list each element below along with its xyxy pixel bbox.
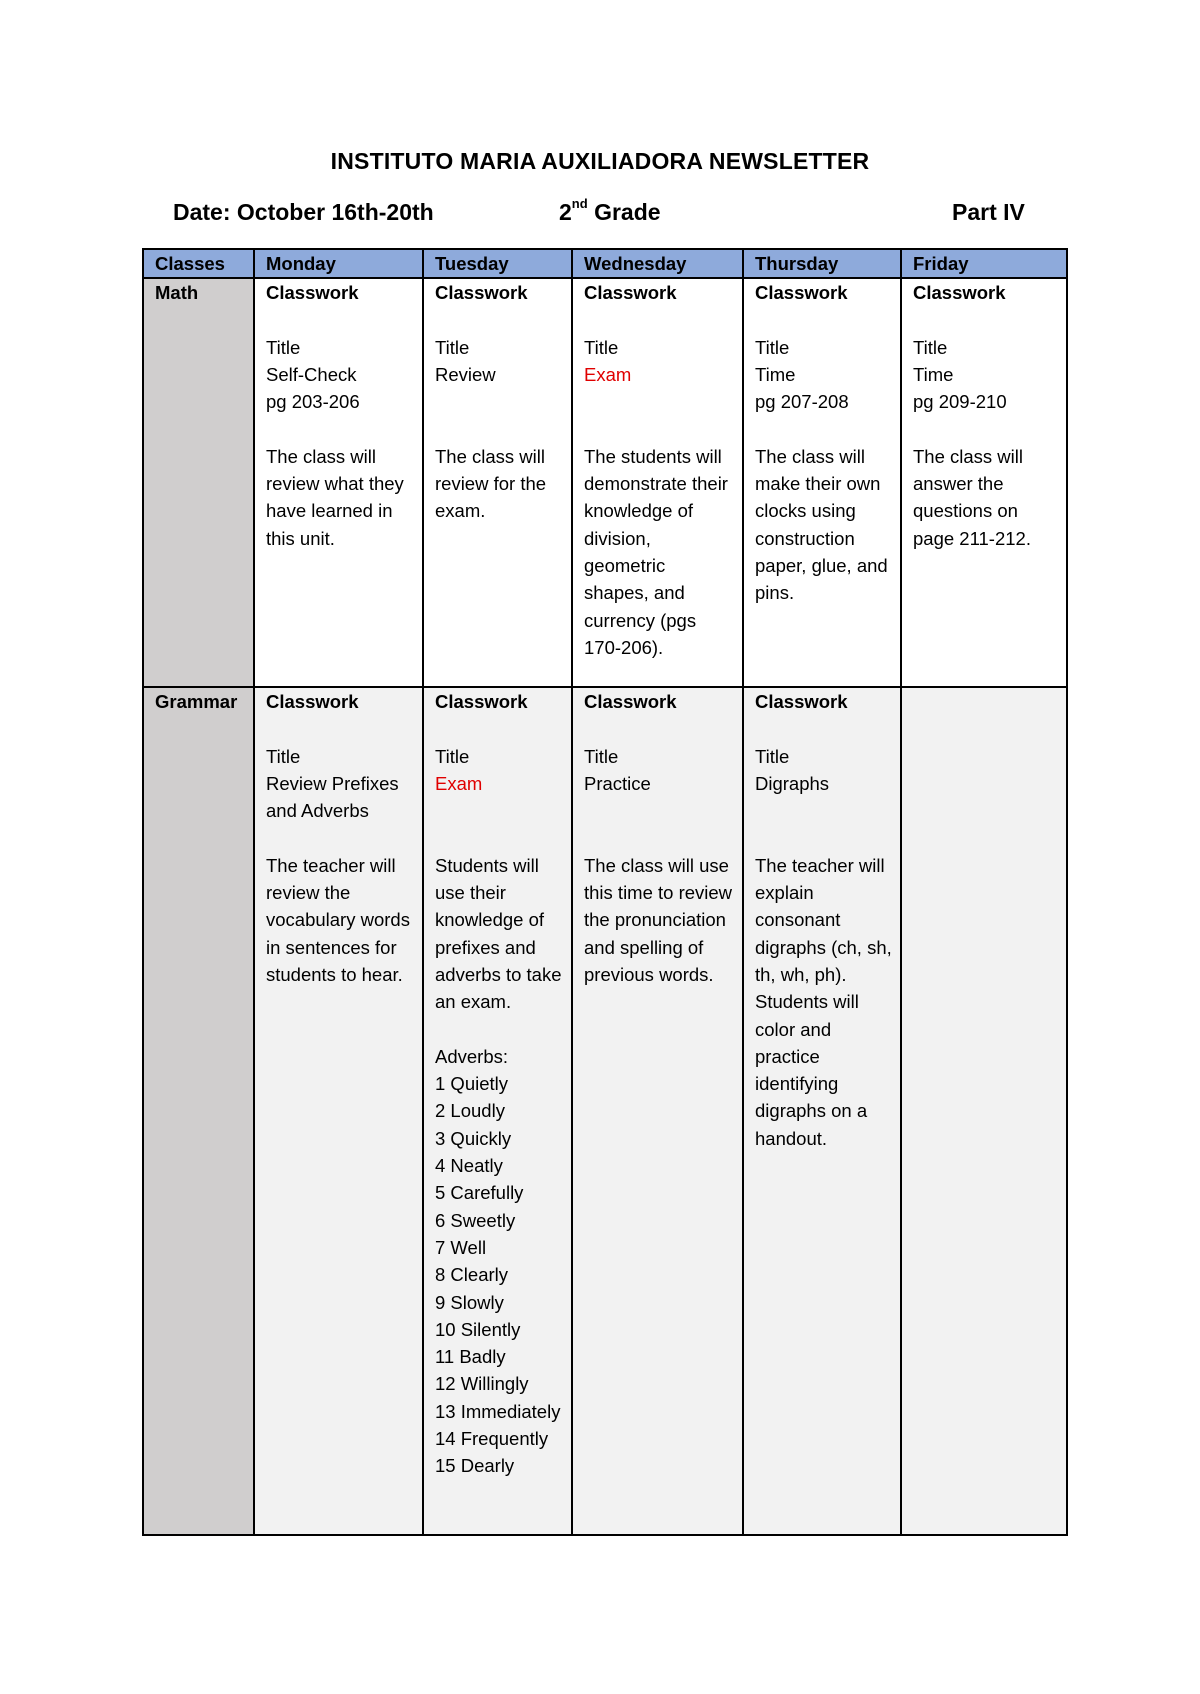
cell-title-label: Title: [584, 336, 619, 358]
adverb-item: 12 Willingly: [435, 1373, 529, 1395]
adverb-item: 2 Loudly: [435, 1100, 505, 1122]
header-classes: Classes: [143, 249, 254, 278]
cell-heading: Classwork: [435, 282, 528, 303]
cell-description: Students will use their knowledge of prefixes and adverbs to take an exam.: [435, 854, 562, 1013]
part-label: Part IV: [952, 199, 1025, 225]
grammar-friday-cell: [901, 687, 1067, 1535]
grade-ordinal: nd: [571, 196, 588, 211]
table-header-row: [143, 249, 1067, 278]
cell-topic-exam: Exam: [435, 772, 483, 794]
adverb-item: 8 Clearly: [435, 1264, 508, 1286]
header-friday: Friday: [901, 249, 1067, 278]
grammar-tuesday-cell: [423, 687, 572, 1535]
grammar-monday-cell: [254, 687, 423, 1535]
grammar-thursday-cell: [743, 687, 901, 1535]
cell-topic: Practice: [584, 772, 651, 794]
adverb-item: 14 Frequently: [435, 1428, 549, 1450]
cell-description: The class will answer the questions on page 211-212.: [913, 445, 1031, 549]
cell-topic-exam: Exam: [584, 363, 632, 385]
cell-heading: Classwork: [584, 691, 677, 712]
cell-topic: Time: [913, 363, 954, 385]
newsletter-title: INSTITUTO MARIA AUXILIADORA NEWSLETTER: [330, 148, 870, 174]
table-row-grammar: [143, 687, 1067, 1535]
cell-description: The teacher will review the vocabulary words in sentences for students to hear.: [266, 854, 410, 985]
cell-title-label: Title: [755, 336, 790, 358]
cell-description: The class will use this time to review the pronunciation and spelling of previous words.: [584, 854, 733, 985]
cell-description: The teacher will explain consonant digraphs (ch, sh, th, wh, ph). Students will color and practice identifying digraphs on a handout.: [755, 854, 892, 1149]
grade-label: [559, 196, 661, 226]
cell-title-label: Title: [755, 745, 790, 767]
adverb-item: 13 Immediately: [435, 1400, 561, 1422]
cell-pages: pg 207-208: [755, 391, 849, 413]
cell-topic: Self-Check: [266, 363, 357, 385]
cell-topic: Review: [435, 363, 496, 385]
subject-math: Math: [143, 278, 254, 687]
adverb-item: 9 Slowly: [435, 1291, 504, 1313]
cell-topic: Review Prefixes and Adverbs: [266, 772, 399, 822]
math-thursday-cell: [743, 278, 901, 687]
cell-heading: Classwork: [755, 691, 848, 712]
math-wednesday-cell: [572, 278, 743, 687]
math-tuesday-cell: [423, 278, 572, 687]
cell-topic: Digraphs: [755, 772, 830, 794]
cell-heading: Classwork: [913, 282, 1006, 303]
adverb-item: 15 Dearly: [435, 1455, 515, 1477]
weekly-schedule-table: [142, 248, 1068, 1536]
subject-grammar: Grammar: [143, 687, 254, 1535]
cell-description: The class will review for the exam.: [435, 445, 547, 522]
adverb-item: 3 Quickly: [435, 1127, 512, 1149]
cell-pages: pg 209-210: [913, 391, 1007, 413]
cell-heading: Classwork: [584, 282, 677, 303]
adverb-item: 11 Badly: [435, 1346, 506, 1368]
cell-description: The students will demonstrate their knowledge of division, geometric shapes, and currency (pgs 170-206).: [584, 445, 728, 658]
cell-title-label: Title: [435, 336, 470, 358]
header-tuesday: Tuesday: [423, 249, 572, 278]
cell-title-label: Title: [266, 336, 301, 358]
cell-title-label: Title: [435, 745, 470, 767]
date-range: Date: October 16th-20th: [173, 199, 434, 225]
adverbs-list-label: Adverbs:: [435, 1045, 509, 1067]
header-thursday: Thursday: [743, 249, 901, 278]
adverb-item: 7 Well: [435, 1236, 487, 1258]
cell-heading: Classwork: [266, 282, 359, 303]
cell-description: The class will make their own clocks using construction paper, glue, and pins.: [755, 445, 888, 604]
cell-heading: Classwork: [266, 691, 359, 712]
cell-title-label: Title: [266, 745, 301, 767]
math-monday-cell: [254, 278, 423, 687]
cell-heading: Classwork: [435, 691, 528, 712]
adverb-item: 10 Silently: [435, 1318, 521, 1340]
cell-pages: pg 203-206: [266, 391, 360, 413]
grade-word: Grade: [587, 199, 661, 225]
cell-title-label: Title: [584, 745, 619, 767]
cell-heading: Classwork: [755, 282, 848, 303]
grade-number: 2: [559, 199, 572, 225]
cell-description: The class will review what they have learned in this unit.: [266, 445, 404, 549]
math-friday-cell: [901, 278, 1067, 687]
adverb-item: 5 Carefully: [435, 1182, 524, 1204]
header-monday: Monday: [254, 249, 423, 278]
table-row-math: [143, 278, 1067, 687]
cell-topic: Time: [755, 363, 796, 385]
header-wednesday: Wednesday: [572, 249, 743, 278]
adverb-item: 6 Sweetly: [435, 1209, 516, 1231]
grammar-wednesday-cell: [572, 687, 743, 1535]
cell-title-label: Title: [913, 336, 948, 358]
adverb-item: 4 Neatly: [435, 1155, 503, 1177]
adverb-item: 1 Quietly: [435, 1073, 509, 1095]
